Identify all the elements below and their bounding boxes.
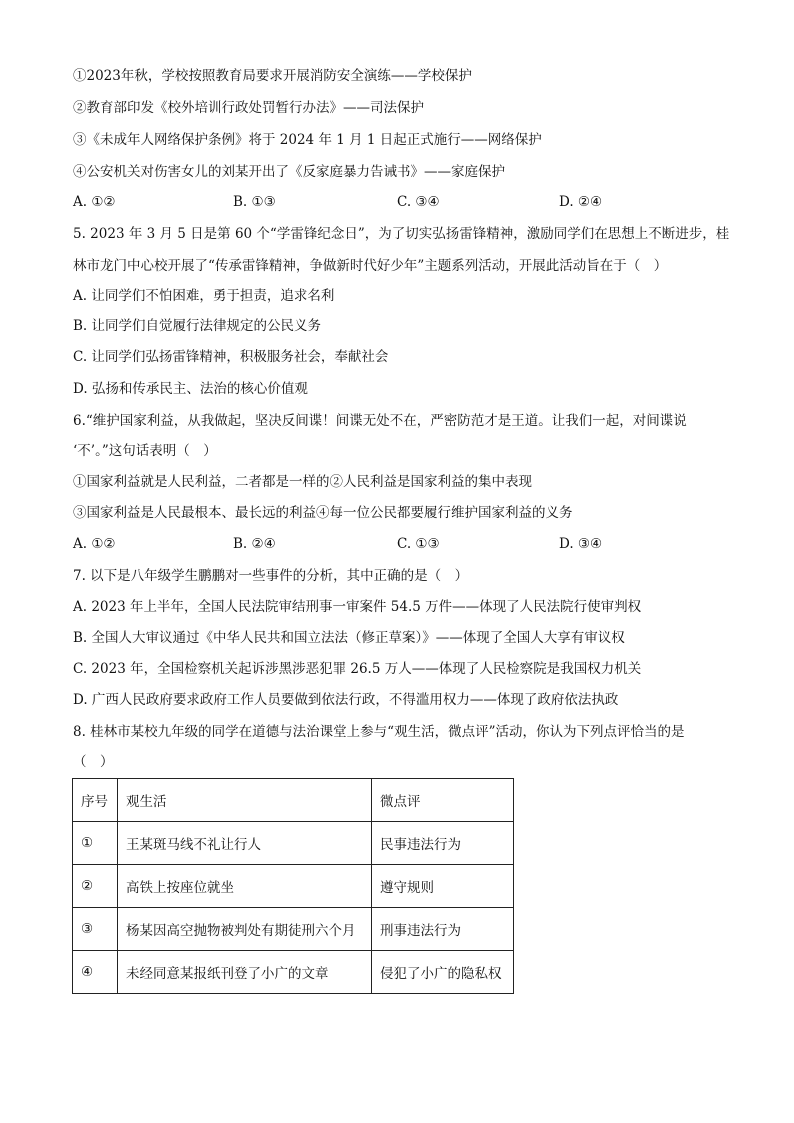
table-cell: 高铁上按座位就坐: [118, 865, 372, 908]
table-header-cell: 观生活: [118, 779, 372, 822]
q6-option-b[interactable]: B. ②④: [233, 536, 276, 552]
q7-option-d[interactable]: D. 广西人民政府要求政府工作人员要做到依法行政，不得滥用权力——体现了政府依法执政: [73, 692, 619, 708]
q6-option-d[interactable]: D. ③④: [559, 536, 603, 552]
q6-item-line-2: ③国家利益是人民最根本、最长远的利益④每一位公民都要履行维护国家利益的义务: [73, 505, 573, 521]
q5-option-d[interactable]: D. 弘扬和传承民主、法治的核心价值观: [73, 381, 308, 397]
q7-option-a[interactable]: A. 2023 年上半年，全国人民法院审结刑事一审案件 54.5 万件——体现了人民法院行使审判权: [73, 599, 642, 615]
table-row: [73, 865, 514, 908]
table-cell: 刑事违法行为: [372, 908, 514, 951]
table-row: [73, 822, 514, 865]
q6-options: [73, 534, 733, 554]
table-cell: ③: [73, 908, 118, 951]
q6-option-c[interactable]: C. ①③: [397, 536, 440, 552]
table-header-cell: 微点评: [372, 779, 514, 822]
q4-item-4: ④公安机关对伤害女儿的刘某开出了《反家庭暴力告诫书》——家庭保护: [73, 164, 505, 180]
q6-option-a[interactable]: A. ①②: [73, 536, 116, 552]
q6-stem-line-1: 6.“维护国家利益，从我做起，坚决反间谍！间谍无处不在，严密防范才是王道。让我们一起，对间谍说: [73, 413, 687, 429]
q6-stem-line-2: ‘不’。”这句话表明（ ）: [73, 443, 217, 459]
table-cell: 杨某因高空抛物被判处有期徒刑六个月: [118, 908, 372, 951]
table-cell: 王某斑马线不礼让行人: [118, 822, 372, 865]
q5-option-c[interactable]: C. 让同学们弘扬雷锋精神，积极服务社会，奉献社会: [73, 349, 389, 365]
table-cell: 民事违法行为: [372, 822, 514, 865]
table-cell: ①: [73, 822, 118, 865]
table-row: [73, 951, 514, 994]
table-row: [73, 908, 514, 951]
q7-option-c[interactable]: C. 2023 年，全国检察机关起诉涉黑涉恶犯罪 26.5 万人——体现了人民检察院是我国权力机关: [73, 661, 642, 677]
table-cell: ④: [73, 951, 118, 994]
q8-stem-line-1: 8. 桂林市某校九年级的同学在道德与法治课堂上参与“观生活，微点评”活动，你认为下列点评恰当的是: [73, 724, 685, 740]
q5-option-b[interactable]: B. 让同学们自觉履行法律规定的公民义务: [73, 318, 322, 334]
q7-stem: 7. 以下是八年级学生鹏鹏对一些事件的分析，其中正确的是（ ）: [73, 568, 469, 584]
q4-option-c[interactable]: C. ③④: [397, 194, 440, 210]
table-cell: 未经同意某报纸刊登了小广的文章: [118, 951, 372, 994]
q4-option-a[interactable]: A. ①②: [73, 194, 116, 210]
q4-options: [73, 192, 733, 212]
q4-item-3: ③《未成年人网络保护条例》将于 2024 年 1 月 1 日起正式施行——网络保护: [73, 132, 542, 148]
q4-option-d[interactable]: D. ②④: [559, 194, 603, 210]
q5-stem-line-2: 林市龙门中心校开展了“传承雷锋精神，争做新时代好少年”主题系列活动，开展此活动旨在于（ ）: [73, 258, 668, 274]
q5-stem-line-1: 5. 2023 年 3 月 5 日是第 60 个“学雷锋纪念日”，为了切实弘扬雷锋精神，激励同学们在思想上不断进步，桂: [73, 226, 730, 242]
table-cell: ②: [73, 865, 118, 908]
q7-option-b[interactable]: B. 全国人大审议通过《中华人民共和国立法法（修正草案）》——体现了全国人大享有审议权: [73, 630, 625, 646]
q4-item-2: ②教育部印发《校外培训行政处罚暂行办法》——司法保护: [73, 100, 424, 116]
table-header-row: [73, 779, 514, 822]
q6-item-line-1: ①国家利益就是人民利益，二者都是一样的②人民利益是国家利益的集中表现: [73, 474, 532, 490]
table-cell: 侵犯了小广的隐私权: [372, 951, 514, 994]
q8-stem-line-2: （ ）: [73, 754, 114, 770]
table-header-cell: 序号: [73, 779, 118, 822]
table-cell: 遵守规则: [372, 865, 514, 908]
q4-option-b[interactable]: B. ①③: [233, 194, 276, 210]
q4-item-1: ①2023年秋，学校按照教育局要求开展消防安全演练——学校保护: [73, 68, 472, 84]
q5-option-a[interactable]: A. 让同学们不怕困难，勇于担责，追求名利: [73, 288, 335, 304]
q8-table: [72, 778, 514, 994]
